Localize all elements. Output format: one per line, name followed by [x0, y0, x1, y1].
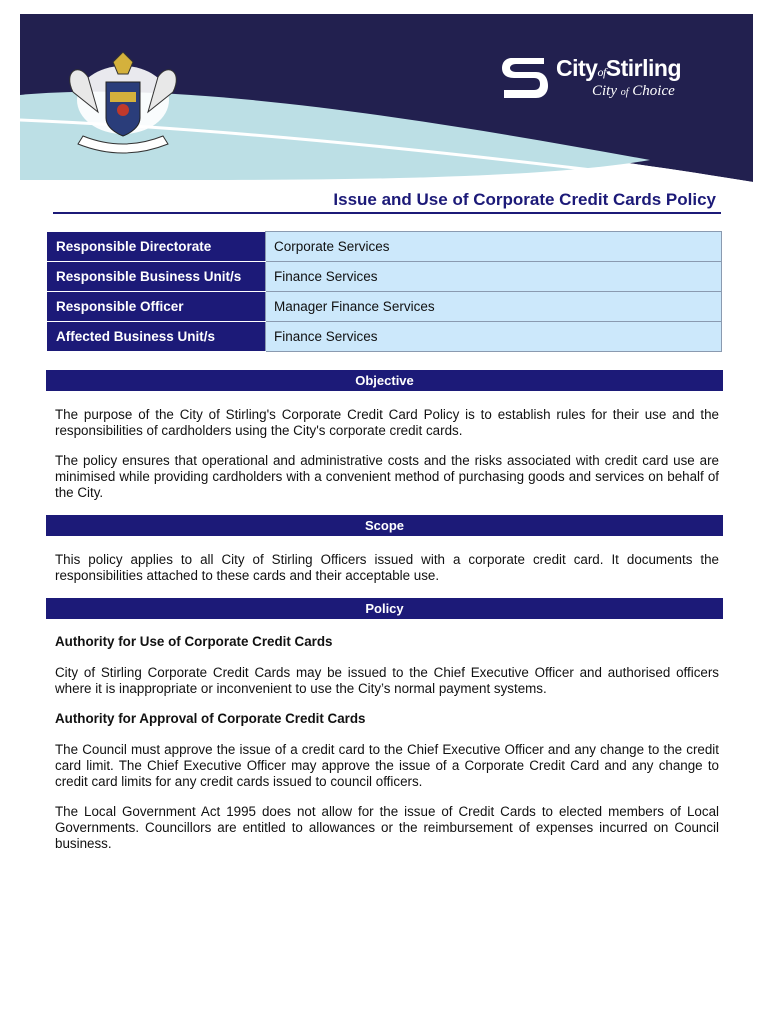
objective-paragraph-2: The policy ensures that operational and administrative costs and the risks associated with credit card use are minimised while providing cardholders with a convenient method of purchasing goods and services on behalf of the City.: [55, 453, 719, 500]
logo-wordmark: CityofStirling: [556, 55, 682, 81]
row-value: Manager Finance Services: [266, 292, 722, 322]
row-value: Finance Services: [266, 262, 722, 292]
policy-heading: Policy: [46, 598, 723, 619]
table-row: [48, 292, 722, 322]
page-title: Issue and Use of Corporate Credit Cards Policy: [333, 190, 716, 209]
policy-subheading-use: Authority for Use of Corporate Credit Cards: [55, 634, 333, 649]
policy-subheading-approval: Authority for Approval of Corporate Credit Cards: [55, 711, 366, 726]
city-crest-icon: [58, 52, 188, 164]
table-row: [48, 232, 722, 262]
policy-paragraph-2: The Council must approve the issue of a credit card to the Chief Executive Officer and any change to the credit card limit. The Chief Executive Officer may approve the issue of a Corporate Credit Card and any change to credit card limits for any credit cards issued to council officers.: [55, 742, 719, 789]
scope-paragraph: This policy applies to all City of Stirling Officers issued with a corporate credit card. It documents the responsibilities attached to these cards and their acceptable use.: [55, 552, 719, 583]
row-label: Responsible Directorate: [48, 232, 266, 262]
table-row: [48, 262, 722, 292]
title-divider: [53, 212, 721, 214]
objective-heading: Objective: [46, 370, 723, 391]
row-label: Affected Business Unit/s: [48, 322, 266, 352]
city-of-stirling-logo: [500, 54, 715, 104]
table-row: [48, 322, 722, 352]
policy-info-table: [47, 231, 722, 352]
objective-paragraph-1: The purpose of the City of Stirling's Corporate Credit Card Policy is to establish rules for their use and the responsibilities of cardholders using the City's corporate credit cards.: [55, 407, 719, 438]
policy-paragraph-3: The Local Government Act 1995 does not allow for the issue of Credit Cards to elected members of Local Governments. Councillors are entitled to allowances or the reimbursement of expenses incurred on Council business.: [55, 804, 719, 851]
logo-tagline: City of Choice: [592, 83, 675, 99]
policy-paragraph-1: City of Stirling Corporate Credit Cards may be issued to the Chief Executive Officer and authorised officers where it is inappropriate or inconvenient to use the City’s normal payment systems.: [55, 665, 719, 696]
row-label: Responsible Business Unit/s: [48, 262, 266, 292]
scope-heading: Scope: [46, 515, 723, 536]
row-value: Corporate Services: [266, 232, 722, 262]
page-header: [0, 0, 770, 200]
row-value: Finance Services: [266, 322, 722, 352]
row-label: Responsible Officer: [48, 292, 266, 322]
stirling-s-icon: [500, 54, 550, 100]
